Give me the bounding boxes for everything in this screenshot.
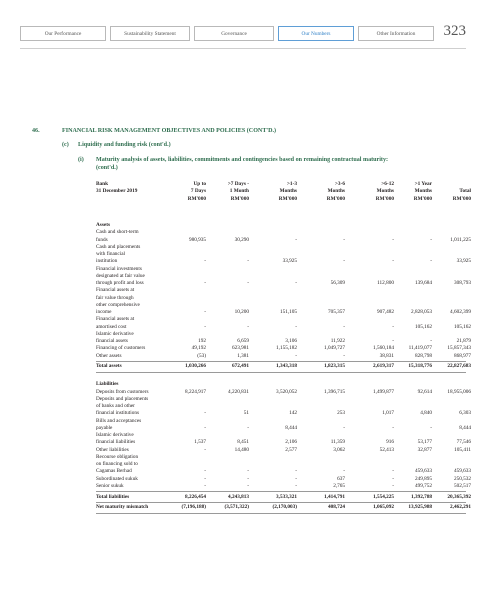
row-label: Total liabilities: [96, 493, 130, 500]
table-rule: [96, 513, 466, 514]
row-value: 192: [198, 338, 206, 344]
row-label: payable: [96, 424, 113, 431]
row-value: 142: [289, 410, 297, 417]
row-value: 139,684: [414, 280, 432, 286]
row-value: (2,170,003): [272, 504, 297, 511]
row-value: -: [247, 258, 249, 265]
row-value: 1,560,184: [373, 345, 394, 352]
row-value: 623,981: [231, 345, 249, 352]
table-row: [0, 374, 480, 381]
row-value: 11,359: [330, 439, 345, 446]
table-row: [0, 345, 480, 352]
row-value: 868,977: [453, 352, 471, 359]
row-value: 105,162: [453, 323, 471, 330]
column-header: RM'000: [452, 195, 471, 202]
row-value: 1,011,225: [450, 236, 471, 243]
row-value: 499,752: [414, 482, 432, 489]
row-label: Other liabilities: [96, 446, 129, 453]
row-value: -: [204, 258, 206, 265]
row-value: 2,828,053: [411, 309, 432, 315]
row-value: -: [343, 236, 345, 243]
table-row: [0, 324, 480, 331]
column-header: >7 Days -: [227, 181, 249, 187]
table-row: [0, 229, 480, 236]
row-value: 4,243,813: [228, 493, 249, 500]
row-label: with financial: [96, 251, 126, 257]
row-value: 1,392,788: [411, 493, 432, 500]
row-value: 52,413: [379, 446, 394, 453]
row-label: Islamic derivative: [96, 432, 134, 438]
table-row: [0, 295, 480, 302]
row-value: -: [295, 280, 297, 286]
row-label: Financial assets at: [96, 316, 135, 323]
row-value: 151,105: [279, 309, 297, 315]
row-value: 1,065,092: [373, 504, 394, 511]
row-value: 980,935: [188, 236, 206, 243]
row-label: through profit and loss: [96, 280, 144, 286]
row-value: 1,049,727: [324, 345, 345, 352]
row-value: -: [295, 475, 297, 482]
row-value: 502,517: [453, 482, 471, 489]
section-number: 46.: [32, 128, 40, 134]
table-row: [0, 403, 480, 410]
row-label: Islamic derivative: [96, 330, 134, 337]
sub-section-letter: (c): [62, 142, 69, 148]
row-value: 3,106: [285, 338, 297, 344]
top-navigation: [20, 26, 438, 41]
row-label: Deposits and placements: [96, 395, 149, 402]
table-row: [0, 266, 480, 273]
row-value: 49,192: [191, 345, 206, 352]
row-value: 8,224,917: [185, 388, 206, 395]
table-row: [0, 504, 480, 511]
table-rule: [96, 502, 466, 503]
table-row: [0, 331, 480, 338]
column-header: Months: [279, 188, 297, 195]
row-value: 828,798: [414, 352, 432, 359]
item-title-cont: (cont'd.): [96, 165, 118, 171]
column-header: RM'000: [187, 195, 206, 202]
row-value: 14,480: [234, 446, 249, 453]
row-value: (7,196,188): [181, 504, 206, 511]
row-value: -: [392, 338, 394, 344]
row-value: -: [430, 236, 432, 243]
row-value: 53,177: [417, 439, 432, 446]
row-value: -: [392, 323, 394, 330]
row-value: 1,823,315: [324, 363, 345, 370]
row-value: 253: [337, 410, 345, 417]
row-value: -: [204, 482, 206, 489]
item-title: Maturity analysis of assets, liabilities, commitments and contingencies based on remaining contractual maturity:: [96, 157, 389, 163]
row-value: -: [295, 352, 297, 359]
table-rule: [96, 372, 466, 373]
row-label: fair value through: [96, 294, 134, 301]
row-value: -: [343, 424, 345, 431]
header-divider: [20, 48, 466, 49]
column-header: 1 Month: [229, 188, 249, 195]
table-row: [0, 309, 480, 316]
row-value: 22,827,683: [447, 363, 471, 370]
row-label: funds: [96, 236, 108, 243]
row-label: Net maturity mismatch: [96, 504, 149, 511]
row-value: -: [247, 280, 249, 286]
row-value: 33,925: [282, 258, 297, 265]
table-row: [0, 222, 480, 229]
row-value: -: [392, 424, 394, 431]
table-row: [0, 418, 480, 425]
table-row: [0, 280, 480, 287]
row-label: Cagamas Berhad: [96, 468, 132, 475]
row-label: Recourse obligation: [96, 453, 139, 460]
item-letter: (i): [78, 157, 84, 163]
tab-our-numbers[interactable]: Our Numbers: [278, 26, 354, 41]
row-value: 1,030,266: [185, 363, 206, 370]
table-row: [0, 251, 480, 258]
table-row: [0, 410, 480, 417]
row-value: 3,533,321: [276, 493, 297, 500]
row-value: 1,414,791: [324, 493, 345, 500]
row-value: 459,633: [414, 468, 432, 475]
column-header: RM'000: [413, 195, 432, 202]
row-value: 6,303: [459, 410, 471, 417]
row-label: Senior sukuk: [96, 482, 124, 489]
table-row: [0, 381, 480, 388]
row-value: 907,482: [376, 309, 394, 315]
row-label: income: [96, 309, 112, 315]
row-value: 13,925,988: [408, 504, 432, 511]
table-row: [0, 454, 480, 461]
row-label: Other assets: [96, 352, 122, 359]
table-row: [0, 316, 480, 323]
row-value: 10,200: [234, 309, 249, 315]
row-value: 38,831: [379, 352, 394, 359]
table-row: [0, 439, 480, 446]
row-value: -: [343, 323, 345, 330]
row-value: 4,602,399: [450, 309, 471, 315]
row-value: 1,343,318: [276, 363, 297, 370]
row-value: 3,520,052: [276, 388, 297, 395]
row-value: 2,765: [333, 482, 345, 489]
row-value: 6,659: [237, 338, 249, 344]
row-label: Deposits from customers: [96, 388, 149, 395]
row-value: 249,895: [414, 475, 432, 482]
column-header: 7 Days: [190, 188, 206, 195]
column-header: RM'000: [230, 195, 249, 202]
row-value: 408,724: [327, 504, 345, 511]
tab-governance[interactable]: Governance: [194, 26, 274, 41]
row-value: 30,290: [234, 236, 249, 243]
table-row: [0, 494, 480, 501]
row-label: amortised cost: [96, 323, 127, 330]
row-value: 51: [243, 410, 249, 417]
table-row: [0, 338, 480, 345]
column-header: Months: [376, 188, 394, 195]
header-label: Bank: [96, 181, 109, 187]
row-label: financial assets: [96, 338, 128, 344]
row-label: Bills and acceptances: [96, 417, 142, 424]
row-value: 33,925: [456, 258, 471, 265]
row-value: -: [392, 475, 394, 482]
row-value: -: [343, 352, 345, 359]
row-value: -: [247, 482, 249, 489]
row-value: -: [204, 475, 206, 482]
row-value: 8,451: [237, 439, 249, 446]
row-value: -: [204, 280, 206, 286]
table-rule: [96, 361, 466, 362]
row-value: -: [343, 258, 345, 265]
table-row: [0, 468, 480, 475]
row-value: 3,062: [333, 446, 345, 453]
row-label: Assets: [96, 222, 110, 228]
table-row: [0, 363, 480, 370]
row-value: 308,793: [453, 280, 471, 286]
row-value: -: [430, 338, 432, 344]
row-label: Liabilities: [96, 381, 119, 388]
table-row: [0, 461, 480, 468]
row-label: Cash and short-term: [96, 229, 139, 236]
row-value: 2,106: [285, 439, 297, 446]
row-value: -: [204, 323, 206, 330]
row-value: -: [295, 468, 297, 475]
row-value: 4,220,831: [228, 388, 249, 395]
row-value: 8,444: [459, 424, 471, 431]
row-value: 21,879: [456, 338, 471, 344]
section-title: FINANCIAL RISK MANAGEMENT OBJECTIVES AND POLICIES (CONT'D.): [62, 128, 277, 134]
row-label: other comprehensive: [96, 301, 140, 308]
column-header: Total: [459, 188, 471, 195]
table-row: [0, 302, 480, 309]
table-rule: [96, 491, 466, 492]
row-value: -: [247, 468, 249, 475]
row-value: 916: [386, 439, 394, 446]
row-value: 32,877: [417, 446, 432, 453]
row-value: 1,381: [237, 352, 249, 359]
table-row: [0, 476, 480, 483]
row-value: 105,162: [414, 323, 432, 330]
table-row: [0, 258, 480, 265]
column-header: >6-12: [381, 181, 394, 187]
row-value: 2,619,317: [373, 363, 394, 370]
table-row: [0, 244, 480, 251]
row-label: on financing sold to: [96, 461, 138, 467]
tab-sustainability-statement[interactable]: Sustainability Statement: [110, 26, 190, 41]
row-value: 459,633: [453, 468, 471, 475]
row-label: Subordinated sukuk: [96, 475, 138, 482]
row-value: 1,155,182: [276, 345, 297, 352]
row-label: financial institutions: [96, 410, 140, 417]
row-value: 18,955,006: [447, 388, 471, 395]
table-row: [0, 432, 480, 439]
table-row: [0, 425, 480, 432]
column-header: RM'000: [326, 195, 345, 202]
row-value: 2,577: [285, 446, 297, 453]
row-value: 2,462,291: [450, 504, 471, 511]
row-label: Total assets: [96, 363, 122, 370]
table-row: [0, 389, 480, 396]
row-value: -: [392, 236, 394, 243]
row-value: 56,309: [330, 280, 345, 286]
row-value: (53): [197, 352, 206, 359]
row-value: 4,840: [420, 410, 432, 417]
sub-section-title: Liquidity and funding risk (cont'd.): [78, 142, 171, 148]
row-label: of banks and other: [96, 403, 135, 409]
row-value: 92,614: [417, 388, 432, 395]
row-value: -: [204, 309, 206, 315]
row-value: 15,857,343: [447, 345, 471, 352]
row-value: -: [204, 424, 206, 431]
row-label: Financial investments: [96, 265, 142, 272]
row-value: 15,318,776: [408, 363, 432, 370]
table-row: [0, 273, 480, 280]
table-row: [0, 287, 480, 294]
row-value: 8,226,454: [185, 493, 206, 500]
row-value: 1,396,715: [324, 388, 345, 395]
column-header: >1 Year: [414, 181, 432, 187]
row-value: -: [204, 410, 206, 417]
row-value: 105,411: [454, 446, 471, 453]
row-value: -: [343, 468, 345, 475]
table-row: [0, 353, 480, 360]
column-header: >1-3: [286, 181, 297, 187]
tab-other-information[interactable]: Other Information: [358, 26, 434, 41]
row-value: -: [295, 323, 297, 330]
row-value: -: [247, 424, 249, 431]
row-value: -: [392, 468, 394, 475]
table-row: [0, 237, 480, 244]
column-header: RM'000: [375, 195, 394, 202]
header-label: 31 December 2019: [96, 188, 138, 195]
row-value: -: [430, 258, 432, 265]
row-value: 20,365,392: [447, 493, 471, 500]
row-label: Financial assets at: [96, 287, 135, 294]
row-value: -: [430, 424, 432, 431]
row-value: 250,532: [453, 475, 471, 482]
tab-our-performance[interactable]: Our Performance: [20, 26, 106, 41]
row-value: -: [247, 475, 249, 482]
row-value: -: [204, 446, 206, 453]
column-header: Up to: [193, 181, 206, 187]
row-value: -: [295, 236, 297, 243]
row-value: 672,491: [231, 363, 249, 370]
table-row: [0, 396, 480, 403]
row-value: 1,499,877: [373, 388, 394, 395]
page-number: 323: [443, 23, 466, 39]
column-header: >3-6: [334, 181, 345, 187]
row-value: 8,444: [285, 424, 297, 431]
row-value: 77,546: [456, 439, 471, 446]
row-value: -: [247, 323, 249, 330]
row-label: financial liabilities: [96, 439, 136, 446]
row-label: institution: [96, 258, 118, 265]
row-label: Financing of customers: [96, 345, 146, 352]
row-value: 1,537: [194, 439, 206, 446]
row-value: (3,571,322): [224, 504, 249, 511]
column-header: Months: [414, 188, 432, 195]
row-value: 112,800: [377, 280, 394, 286]
column-header: Months: [327, 188, 345, 195]
row-value: -: [392, 258, 394, 265]
row-value: 11,922: [330, 338, 345, 344]
row-value: 705,357: [327, 309, 345, 315]
table-row: [0, 447, 480, 454]
column-header: RM'000: [278, 195, 297, 202]
row-value: 1,554,225: [373, 493, 394, 500]
row-value: -: [295, 482, 297, 489]
row-value: 637: [337, 475, 345, 482]
row-value: 11,419,077: [408, 345, 432, 352]
row-label: designated at fair value: [96, 272, 145, 279]
row-label: Cash and placements: [96, 243, 141, 250]
table-row: [0, 483, 480, 490]
row-value: -: [204, 468, 206, 475]
row-value: 1,017: [382, 410, 394, 417]
row-value: -: [392, 482, 394, 489]
